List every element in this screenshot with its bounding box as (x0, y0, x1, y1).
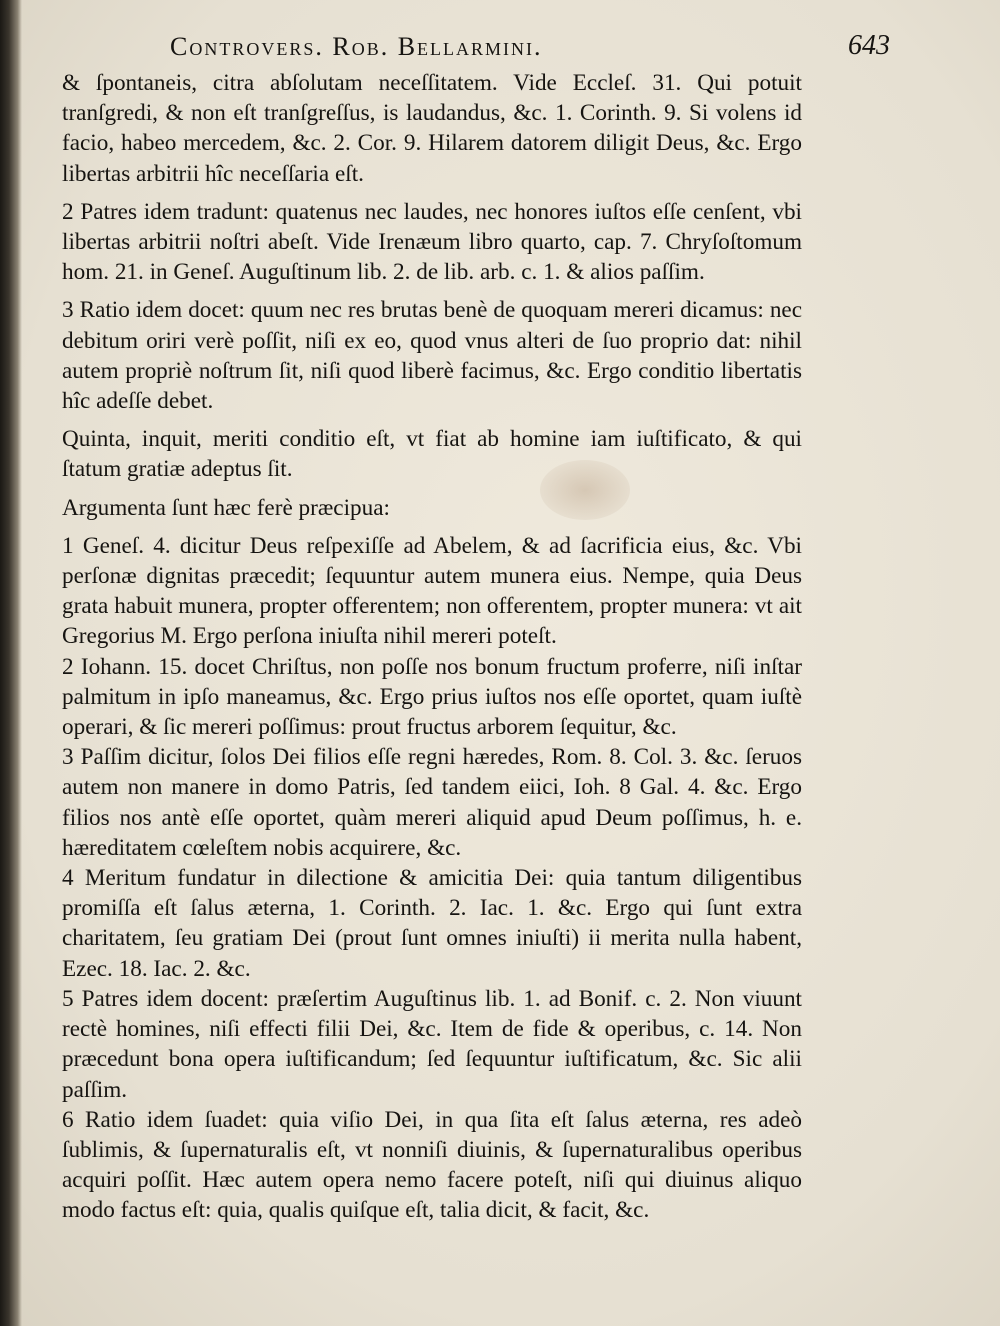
running-head (60, 28, 890, 68)
running-head-title: Controvers. Rob. Bellarmini. (170, 32, 543, 61)
paragraph: Argumenta ſunt hæc ferè præcipua: (62, 494, 390, 521)
page-number: 643 (848, 30, 890, 61)
paragraph: 3 Ratio idem docet: quum nec res brutas benè de quoquam mereri dicamus: nec debitum oriri verè poſſit, niſi ex eo, quod vnus alteri de ſuo proprio dat: nihil autem propriè noſtrum ſit, niſi quod liberè facimus, &c. Ergo conditio libertatis hîc adeſſe debet. (62, 297, 802, 415)
paragraph: 1 Geneſ. 4. dicitur Deus reſpexiſſe ad Abelem, & ad ſacrificia eius, &c. Vbi perſonæ dignitas præcedit; ſequuntur autem munera eius. Nempe, quia Deus grata habuit munera, propter offerentem; non offerentem, propter munera: vt ait Gregorius M. Ergo perſona iniuſta nihil mereri poteſt. (62, 532, 802, 650)
page-gutter-shadow (0, 0, 22, 1326)
body-text (62, 68, 802, 1226)
paragraph: 6 Ratio idem ſuadet: quia viſio Dei, in qua ſita eſt ſalus æterna, res adeò ſublimis, & ſupernaturalis eſt, vt nonniſi diuinis, & ſupernaturalibus operibus acquiri poſſit. Hæc autem opera nemo facere poteſt, niſi qui diuinus aliquo modo factus eſt: quia, qualis quiſque eſt, talia dicit, & facit, &c. (62, 1106, 802, 1224)
paragraph: 2 Iohann. 15. docet Chriſtus, non poſſe nos bonum fructum proferre, niſi inſtar palmitum in ipſo maneamus, &c. Ergo prius iuſtos nos eſſe oportet, quam iuſtè operari, & ſic mereri poſſimus: prout fructus arborem ſequitur, &c. (62, 653, 802, 741)
paragraph: Quinta, inquit, meriti conditio eſt, vt fiat ab homine iam iuſtificato, & qui ſtatum gratiæ adeptus ſit. (62, 426, 802, 483)
paragraph: & ſpontaneis, citra abſolutam neceſſitatem. Vide Eccleſ. 31. Qui potuit tranſgredi, & non eſt tranſgreſſus, is laudandus, &c. 1. Corinth. 9. Si volens id facio, habeo mercedem, &c. 2. Cor. 9. Hilarem datorem diligit Deus, &c. Ergo libertas arbitrii hîc neceſſaria eſt. (62, 70, 802, 187)
paragraph: 5 Patres idem docent: præſertim Auguſtinus lib. 1. ad Bonif. c. 2. Non viuunt rectè homines, niſi effecti filii Dei, &c. Item de fide & operibus, c. 14. Non præcedunt bona opera iuſtificandum; ſed ſequuntur iuſtificatum, &c. Sic alii paſſim. (62, 985, 802, 1103)
paragraph: 3 Paſſim dicitur, ſolos Dei filios eſſe regni hæredes, Rom. 8. Col. 3. &c. ſeruos autem non manere in domo Patris, ſed tandem eiici, Ioh. 8 Gal. 4. &c. Ergo filios nos antè eſſe oportet, quàm mereri aliquid apud Deum poſſimus, h. e. hæreditatem cœleſtem nobis acquirere, &c. (62, 744, 802, 861)
paragraph: 4 Meritum fundatur in dilectione & amicitia Dei: quia tantum diligentibus promiſſa eſt ſalus æterna, 1. Corinth. 2. Iac. 1. &c. Ergo qui ſunt extra charitatem, ſeu gratiam Dei (prout ſunt omnes iniuſti) ii merita nulla habent, Ezec. 18. Iac. 2. &c. (62, 865, 802, 982)
paragraph: 2 Patres idem tradunt: quatenus nec laudes, nec honores iuſtos eſſe cenſent, vbi libertas arbitrii noſtri abeſt. Vide Irenæum libro quarto, cap. 7. Chryſoſtomum hom. 21. in Geneſ. Auguſtinum lib. 2. de lib. arb. c. 1. & alios paſſim. (62, 198, 802, 286)
